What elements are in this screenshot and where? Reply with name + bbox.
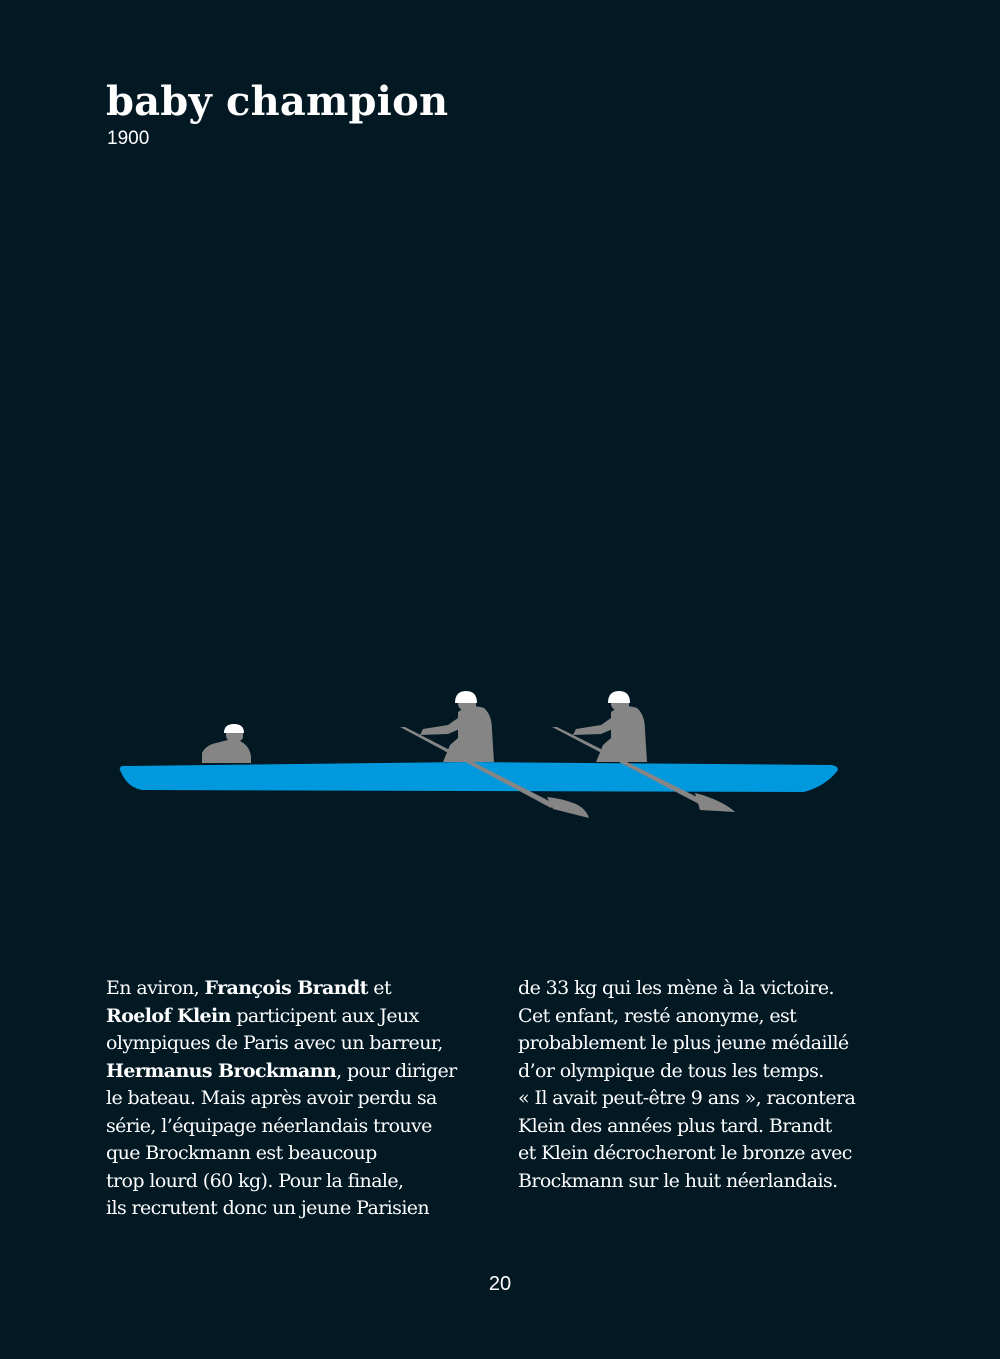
page-number: 20 bbox=[488, 1273, 512, 1295]
text-line: probablement le plus jeune médaillé bbox=[518, 1032, 849, 1054]
text-line: « Il avait peut-être 9 ans », racontera bbox=[518, 1087, 856, 1109]
year-subtitle: 1900 bbox=[107, 128, 150, 149]
coxswain-figure bbox=[202, 724, 251, 763]
person-name-brockmann: Hermanus Brockmann bbox=[106, 1059, 337, 1082]
person-name-klein: Roelof Klein bbox=[106, 1004, 231, 1027]
rower-figure-2 bbox=[573, 691, 647, 762]
text-line: le bateau. Mais après avoir perdu sa bbox=[106, 1087, 437, 1109]
text-line bbox=[106, 1058, 496, 1086]
person-name-brandt: François Brandt bbox=[204, 977, 368, 999]
text-line bbox=[106, 975, 496, 1003]
text-line: que Brockmann est beaucoup bbox=[106, 1142, 377, 1164]
text-run: En aviron, bbox=[106, 977, 205, 999]
text-line: ils recrutent donc un jeune Parisien bbox=[106, 1197, 430, 1219]
text-run: , pour diriger bbox=[336, 1059, 457, 1082]
text-line: de 33 kg qui les mène à la victoire. bbox=[518, 977, 834, 999]
body-text-right-column bbox=[518, 975, 908, 1195]
text-line: série, l’équipage néerlandais trouve bbox=[106, 1114, 432, 1137]
text-line: trop lourd (60 kg). Pour la finale, bbox=[106, 1169, 404, 1192]
text-line: Klein des années plus tard. Brandt bbox=[518, 1114, 832, 1137]
page-title: baby champion bbox=[106, 78, 449, 125]
text-run: et bbox=[367, 977, 391, 999]
text-line bbox=[106, 1003, 496, 1031]
body-text-left-column bbox=[106, 975, 496, 1223]
text-line: olympiques de Paris avec un barreur, bbox=[106, 1032, 443, 1054]
text-run: participent aux Jeux bbox=[230, 1004, 419, 1027]
text-line: Brockmann sur le huit néerlandais. bbox=[518, 1169, 838, 1192]
text-line: Cet enfant, resté anonyme, est bbox=[518, 1004, 797, 1027]
text-line: d’or olympique de tous les temps. bbox=[518, 1059, 824, 1082]
text-line: et Klein décrocheront le bronze avec bbox=[518, 1142, 852, 1164]
rower-figure-1 bbox=[420, 691, 494, 762]
